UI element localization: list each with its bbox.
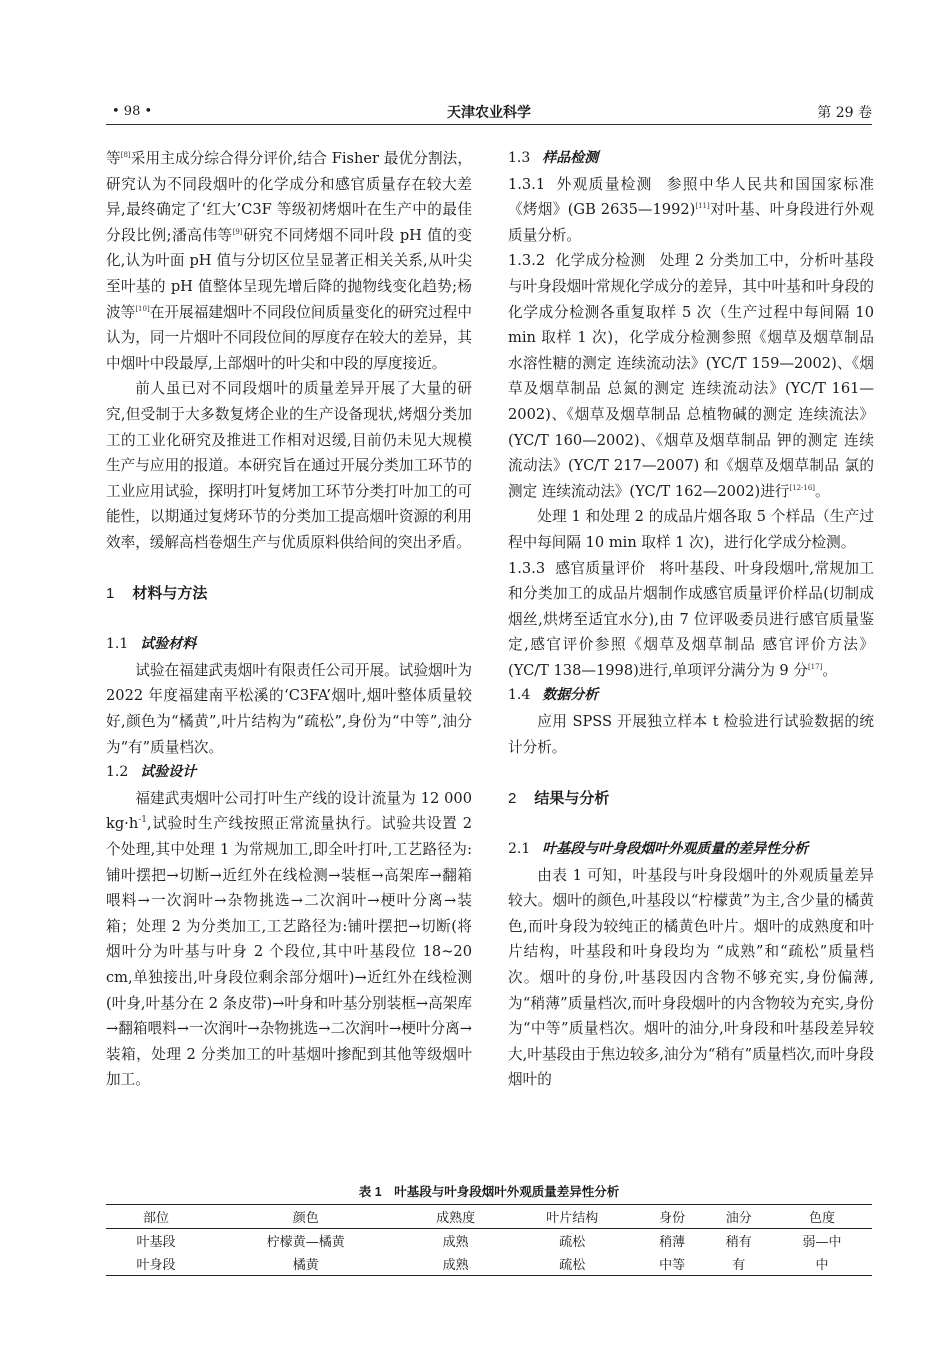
- table-cell: 有: [732, 1258, 746, 1273]
- citation-ref: [9]: [232, 227, 243, 236]
- table-header-cell: 叶片结构: [546, 1211, 599, 1226]
- citation-ref: [17]: [807, 663, 823, 672]
- paragraph-data-analysis: 应用 SPSS 开展独立样本 t 检验进行试验数据的统计分析。: [508, 713, 874, 756]
- table-header-cell: 颜色: [292, 1211, 319, 1226]
- subsection-heading-2-1: 2.1 叶基段与叶身段烟叶外观质量的差异性分析: [508, 841, 809, 858]
- paragraph-sensory-test: 1.3.3 感官质量评价 将叶基段、叶身段烟叶,常规加工和分类加工的成品片烟制作成感官质量评价样品(切制成烟丝,烘烤至适宜水分),由 7 位评吸委员进行感官质量鉴定,感官评价参照《烟草及烟草制品 感官评价方法》(YC/T 138—1998)进行,单项评分满分为 9 分[17]。: [508, 559, 874, 679]
- subsection-heading-1-1: 1.1 试验材料: [106, 636, 197, 653]
- table-cell: 疏松: [559, 1258, 586, 1273]
- appearance-table: [106, 1204, 872, 1276]
- subsection-heading-1-2: 1.2 试验设计: [106, 764, 197, 781]
- subsection-heading-1-3: 1.3 样品检测: [508, 150, 599, 166]
- table-cell: 橘黄: [292, 1258, 319, 1273]
- section-heading-1: 1 材料与方法: [106, 585, 208, 603]
- journal-name: 天津农业科学: [447, 105, 531, 121]
- table-cell: 中: [815, 1258, 829, 1273]
- table-cell: 稍薄: [659, 1235, 686, 1250]
- table-header-cell: 身份: [659, 1211, 686, 1226]
- paragraph-materials: 试验在福建武夷烟叶有限责任公司开展。试验烟叶为 2022 年度福建南平松溪的‘C3FA’烟叶,烟叶整体质量较好,颜色为“橘黄”,叶片结构为“疏松”,身份为“中等”,油分为“有”质量档次。: [106, 661, 472, 756]
- table-cell: 稍有: [725, 1235, 752, 1250]
- table-row: [106, 1252, 872, 1276]
- table-header-cell: 油分: [725, 1211, 752, 1226]
- paragraph-results-appearance: 由表 1 可知，叶基段与叶身段烟叶的外观质量差异较大。烟叶的颜色,叶基段以“柠檬黄”为主,含少量的橘黄色,而叶身段为较纯正的橘黄色叶片。烟叶的成熟度和叶片结构，叶基段和叶身段均为 “成熟”和“疏松”质量档次。烟叶的身份,叶基段因内含物不够充实,身份偏薄,为“稍薄”质量档次,而叶身段烟叶的内含物较为充实,身份为“中等”质量档次。烟叶的油分,叶身段和叶基段差异较大,叶基段由于焦边较多,油分为“稍有”质量档次,而叶身段烟叶的: [508, 866, 874, 1089]
- table-row: [106, 1229, 872, 1253]
- table-cell: 弱—中: [802, 1235, 842, 1250]
- table-caption: 表 1 叶基段与叶身段烟叶外观质量差异性分析: [358, 1185, 620, 1199]
- right-column: [508, 146, 874, 1093]
- left-column: [106, 146, 472, 1093]
- page-number: • 98 •: [112, 104, 153, 119]
- table-cell: 叶基段: [136, 1235, 176, 1250]
- paragraph-sampling: 处理 1 和处理 2 的成品片烟各取 5 个样品（生产过程中每间隔 10 min 取样 1 次)，进行化学成分检测。: [508, 508, 874, 551]
- citation-ref: [8]: [120, 151, 131, 160]
- table-header-cell: 成熟度: [436, 1211, 476, 1226]
- subsection-heading-1-4: 1.4 数据分析: [508, 687, 599, 704]
- volume-label: 第 29 卷: [817, 105, 872, 121]
- table-cell: 叶身段: [136, 1258, 176, 1273]
- paragraph-related-work: 等[8]采用主成分综合得分评价,结合 Fisher 最优分割法，研究认为不同段烟叶的化学成分和感官质量存在较大差异,最终确定了‘红大’C3F 等级初烤烟叶在生产中的最佳分段比例;潘高伟等[9]研究不同烤烟不同叶段 pH 值的变化,认为叶面 pH 值与分切区位呈显著正相关关系,从叶尖至叶基的 pH 值整体呈现先增后降的抛物线变化趋势;杨波等[10]在开展福建烟叶不同段位间质量变化的研究过程中认为，同一片烟叶不同段位间的厚度存在较大的差异，其中烟叶中段最厚,上部烟叶的叶尖和中段的厚度接近。: [106, 150, 472, 372]
- table-header-row: [106, 1205, 872, 1229]
- table-cell: 成熟: [442, 1258, 469, 1273]
- citation-ref: [10]: [135, 304, 150, 313]
- paragraph-objective: 前人虽已对不同段烟叶的质量差异开展了大量的研究,但受制于大多数复烤企业的生产设备现状,烤烟分类加工的工业化研究及推进工作相对迟缓,目前仍未见大规模生产与应用的报道。本研究旨在通过开展分类加工环节的工业应用试验，探明打叶复烤加工环节分类打叶加工的可能性，以期通过复烤环节的分类加工提高烟叶资源的利用效率，缓解高档卷烟生产与优质原料供给间的突出矛盾。: [106, 380, 472, 551]
- citation-ref: [11]: [695, 202, 710, 211]
- table-header-cell: 部位: [142, 1211, 169, 1226]
- paragraph-design: 福建武夷烟叶公司打叶生产线的设计流量为 12 000 $kg\cdot h^{-1}$,试验时生产线按照正常流量执行。试验共设置 2 个处理,其中处理 1 为常规加工,即全叶打叶,工艺路径为:铺叶摆把→切断→近红外在线检测→装框→高架库→翻箱喂料→一次润叶→杂物挑选→二次润叶→梗叶分离→装箱；处理 2 为分类加工,工艺路径为:铺叶摆把→切断(将烟叶分为叶基与叶身 2 个段位,其中叶基段位 18~20 cm,单独接出,叶身段位剩余部分烟叶)→近红外在线检测(叶身,叶基分在 2 条皮带)→叶身和叶基分别装框→高架库→翻箱喂料→一次润叶→杂物挑选→二次润叶→梗叶分离→装箱，处理 2 分类加工的叶基烟叶掺配到其他等级烟叶加工。: [106, 789, 472, 1089]
- table-cell: 中等: [659, 1258, 686, 1273]
- table-1: [106, 1182, 872, 1276]
- table-cell: 疏松: [559, 1235, 586, 1250]
- table-cell: 柠檬黄—橘黄: [266, 1235, 345, 1250]
- paragraph-appearance-test: 1.3.1 外观质量检测 参照中华人民共和国国家标准《烤烟》(GB 2635—1992)[11]对叶基、叶身段进行外观质量分析。: [508, 175, 874, 244]
- paragraph-chemical-test: 1.3.2 化学成分检测 处理 2 分类加工中，分析叶基段与叶身段烟叶常规化学成分的差异，其中叶基和叶身段的化学成分检测各重复取样 5 次（生产过程中每间隔 10 min 取样 1 次)，化学成分检测参照《烟草及烟草制品 水溶性糖的测定 连续流动法》(YC/T 159—2002)、《烟草及烟草制品 总氮的测定 连续流动法》(YC/T 161—2002)、《烟草及烟草制品 总植物碱的测定 连续流法》(YC/T 160—2002)、《烟草及烟草制品 钾的测定 连续流动法》(YC/T 217—2007) 和《烟草及烟草制品 氯的测定 连续流动法》(YC/T 162—2002)进行[12-16]。: [508, 252, 874, 500]
- table-cell: 成熟: [442, 1235, 469, 1250]
- running-header: [106, 100, 872, 125]
- table-header-cell: 色度: [809, 1211, 836, 1226]
- citation-ref: [12-16]: [789, 483, 816, 492]
- section-heading-2: 2 结果与分析: [508, 789, 610, 807]
